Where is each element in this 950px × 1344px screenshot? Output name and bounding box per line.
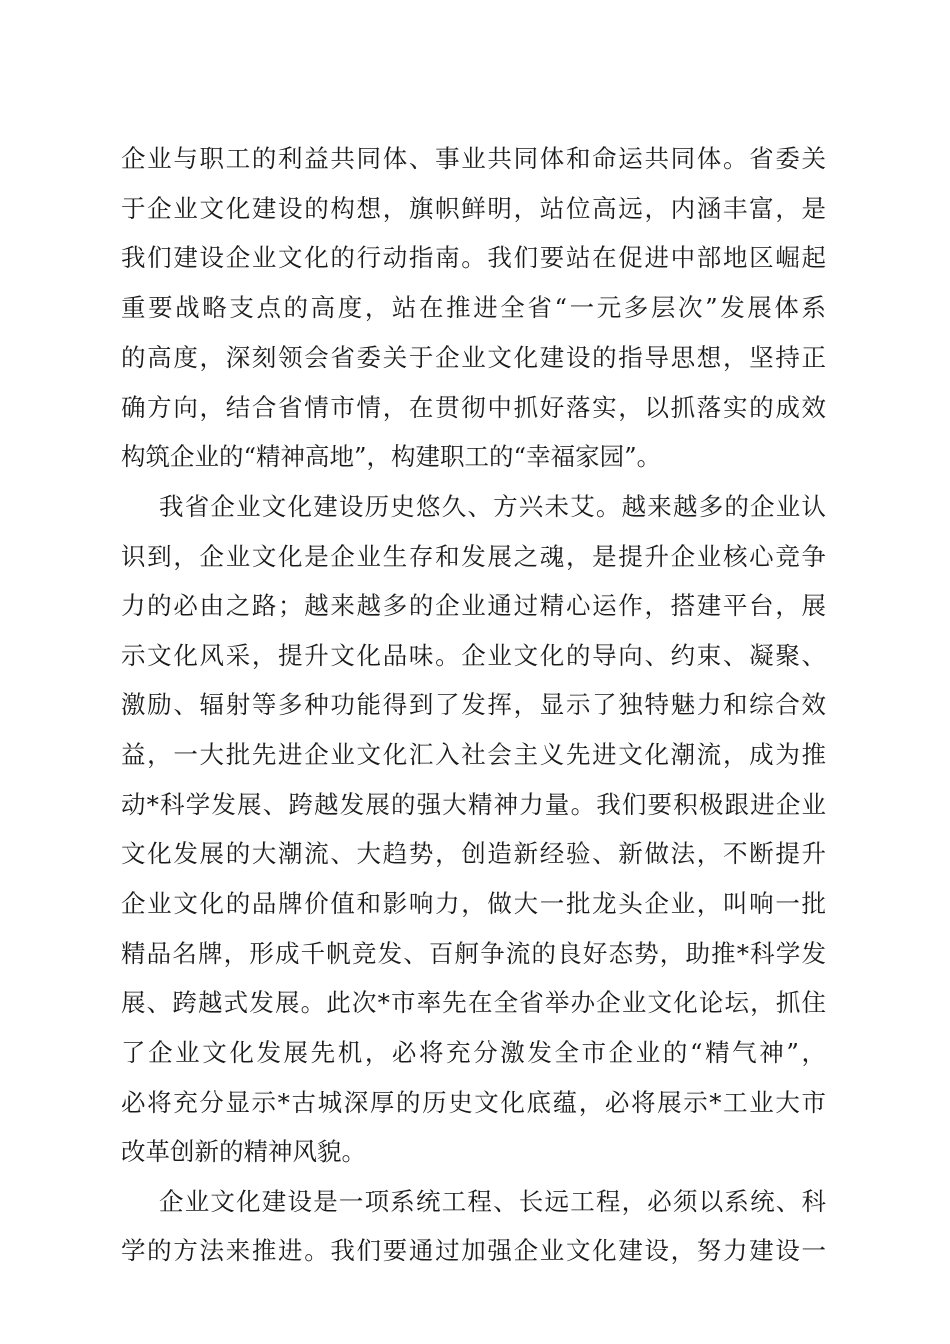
text-line: 文化发展的大潮流、大趋势，创造新经验、新做法，不断提升 <box>121 839 826 868</box>
text-line: 了企业文化发展先机，必将充分激发全市企业的“精气神”， <box>121 1038 826 1067</box>
text-line: 构筑企业的“精神高地”，构建职工的“幸福家园”。 <box>121 442 662 471</box>
text-line: 于企业文化建设的构想，旗帜鲜明，站位高远，内涵丰富，是 <box>121 194 826 223</box>
text-line: 学的方法来推进。我们要通过加强企业文化建设，努力建设一 <box>121 1236 826 1265</box>
text-line: 精品名牌，形成千帆竞发、百舸争流的良好态势，助推*科学发 <box>121 939 826 968</box>
text-line: 改革创新的精神风貌。 <box>121 1137 366 1166</box>
text-line: 示文化风采，提升文化品味。企业文化的导向、约束、凝聚、 <box>121 641 826 670</box>
text-line: 的高度，深刻领会省委关于企业文化建设的指导思想，坚持正 <box>121 343 826 372</box>
text-line: 动*科学发展、跨越发展的强大精神力量。我们要积极跟进企业 <box>121 790 826 819</box>
text-line: 企业与职工的利益共同体、事业共同体和命运共同体。省委关 <box>121 144 826 173</box>
text-line: 我们建设企业文化的行动指南。我们要站在促进中部地区崛起 <box>121 243 826 272</box>
paragraph-first-line: 我省企业文化建设历史悠久、方兴未艾。越来越多的企业认 <box>159 492 826 521</box>
text-line: 重要战略支点的高度，站在推进全省“一元多层次”发展体系 <box>121 293 826 322</box>
text-line: 确方向，结合省情市情，在贯彻中抓好落实，以抓落实的成效 <box>121 393 826 422</box>
text-line: 激励、辐射等多种功能得到了发挥，显示了独特魅力和综合效 <box>121 690 826 719</box>
text-line: 必将充分显示*古城深厚的历史文化底蕴，必将展示*工业大市 <box>121 1088 826 1117</box>
text-line: 企业文化的品牌价值和影响力，做大一批龙头企业，叫响一批 <box>121 889 826 918</box>
text-line: 益，一大批先进企业文化汇入社会主义先进文化潮流，成为推 <box>121 740 826 769</box>
text-line: 展、跨越式发展。此次*市率先在全省举办企业文化论坛，抓住 <box>121 988 826 1017</box>
paragraph-first-line: 企业文化建设是一项系统工程、长远工程，必须以系统、科 <box>159 1187 826 1216</box>
text-line: 力的必由之路；越来越多的企业通过精心运作，搭建平台，展 <box>121 591 826 620</box>
text-line: 识到，企业文化是企业生存和发展之魂，是提升企业核心竞争 <box>121 542 826 571</box>
